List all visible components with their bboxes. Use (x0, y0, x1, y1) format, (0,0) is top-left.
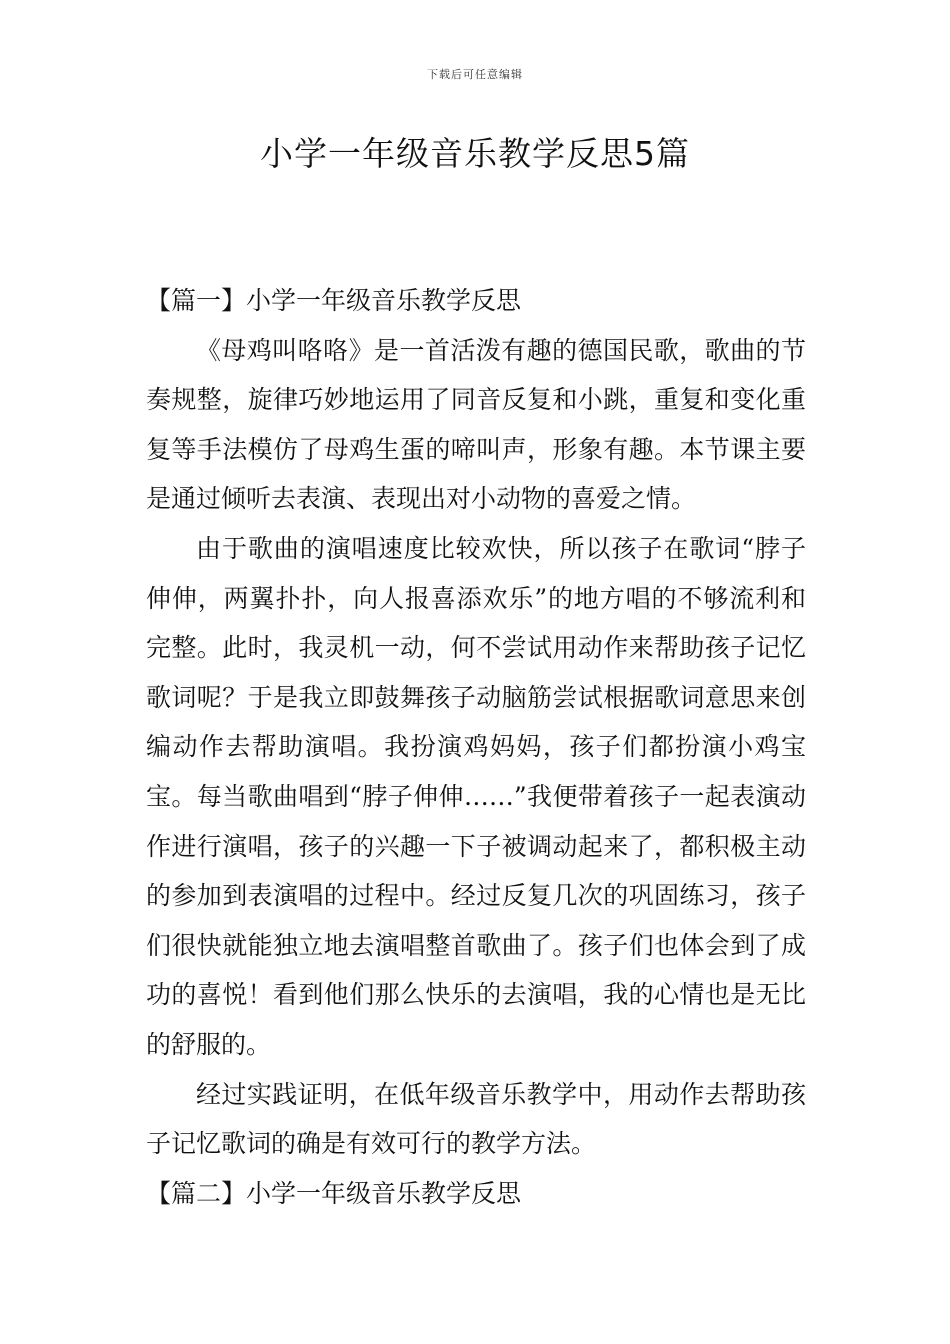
paragraph-3: 经过实践证明，在低年级音乐教学中，用动作去帮助孩子记忆歌词的确是有效可行的教学方法。 (146, 1079, 806, 1159)
section-heading-1: 【篇一】小学一年级音乐教学反思 (146, 286, 522, 315)
document-body (146, 276, 806, 1218)
section-heading-2: 【篇二】小学一年级音乐教学反思 (146, 1178, 522, 1208)
document-title: 小学一年级音乐教学反思5篇 (260, 134, 690, 173)
paragraph-2: 由于歌曲的演唱速度比较欢快，所以孩子在歌词“脖子伸伸，两翼扑扑，向人报喜添欢乐”的地方唱的不够流利和完整。此时，我灵机一动，何不尝试用动作来帮助孩子记忆歌词呢？于是我立即鼓舞孩子动脑筋尝试根据歌词意思来创编动作去帮助演唱。我扮演鸡妈妈，孩子们都扮演小鸡宝宝。每当歌曲唱到“脖子伸伸……”我便带着孩子一起表演动作进行演唱，孩子的兴趣一下子被调动起来了，都积极主动的参加到表演唱的过程中。经过反复几次的巩固练习，孩子们很快就能独立地去演唱整首歌曲了。孩子们也体会到了成功的喜悦！看到他们那么快乐的去演唱，我的心情也是无比的舒服的。 (146, 533, 806, 1059)
page-header-note: 下载后可任意编辑 (427, 68, 523, 81)
paragraph-1: 《母鸡叫咯咯》是一首活泼有趣的德国民歌，歌曲的节奏规整，旋律巧妙地运用了同音反复和小跳，重复和变化重复等手法模仿了母鸡生蛋的啼叫声，形象有趣。本节课主要是通过倾听去表演、表现出对小动物的喜爱之情。 (146, 335, 806, 514)
